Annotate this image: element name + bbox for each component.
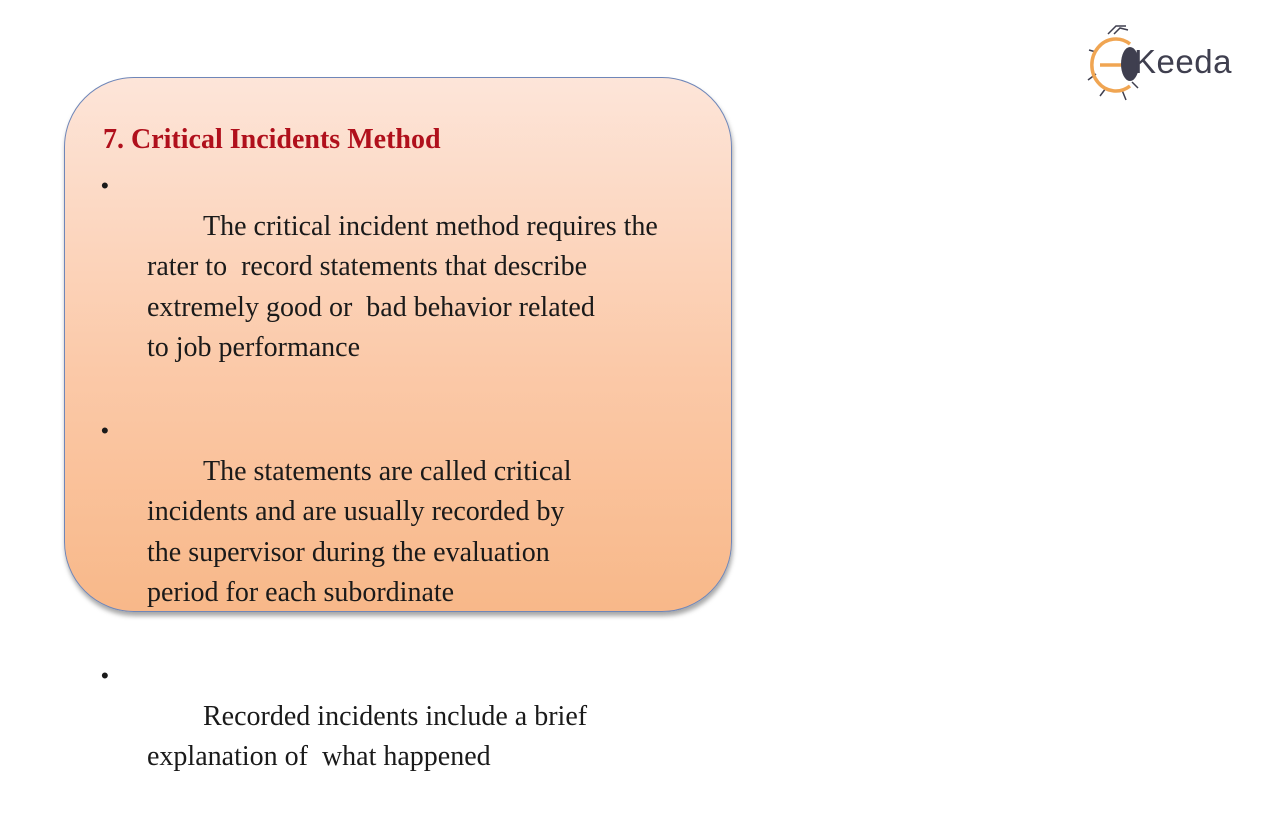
bullet-text: The critical incident method requires the rater to record statements that describe extremely good or bad behavior related to job performance — [147, 210, 658, 363]
bullet-list — [101, 166, 711, 820]
bullet-icon: • — [101, 173, 109, 198]
bullet-item — [101, 411, 711, 654]
bullet-text: The statements are called critical incidents and are usually recorded by the supervisor during the evaluation period for each subordinate — [147, 455, 572, 608]
bullet-item — [101, 656, 711, 818]
logo-text: Keeda — [1134, 43, 1232, 80]
bullet-icon: • — [101, 663, 109, 688]
bullet-item — [101, 166, 711, 409]
slide-title: 7. Critical Incidents Method — [103, 124, 441, 155]
bullet-icon: • — [101, 418, 109, 443]
ekeeda-logo — [1086, 22, 1246, 104]
bullet-text: Recorded incidents include a brief explanation of what happened — [147, 700, 588, 772]
content-card — [64, 77, 732, 772]
